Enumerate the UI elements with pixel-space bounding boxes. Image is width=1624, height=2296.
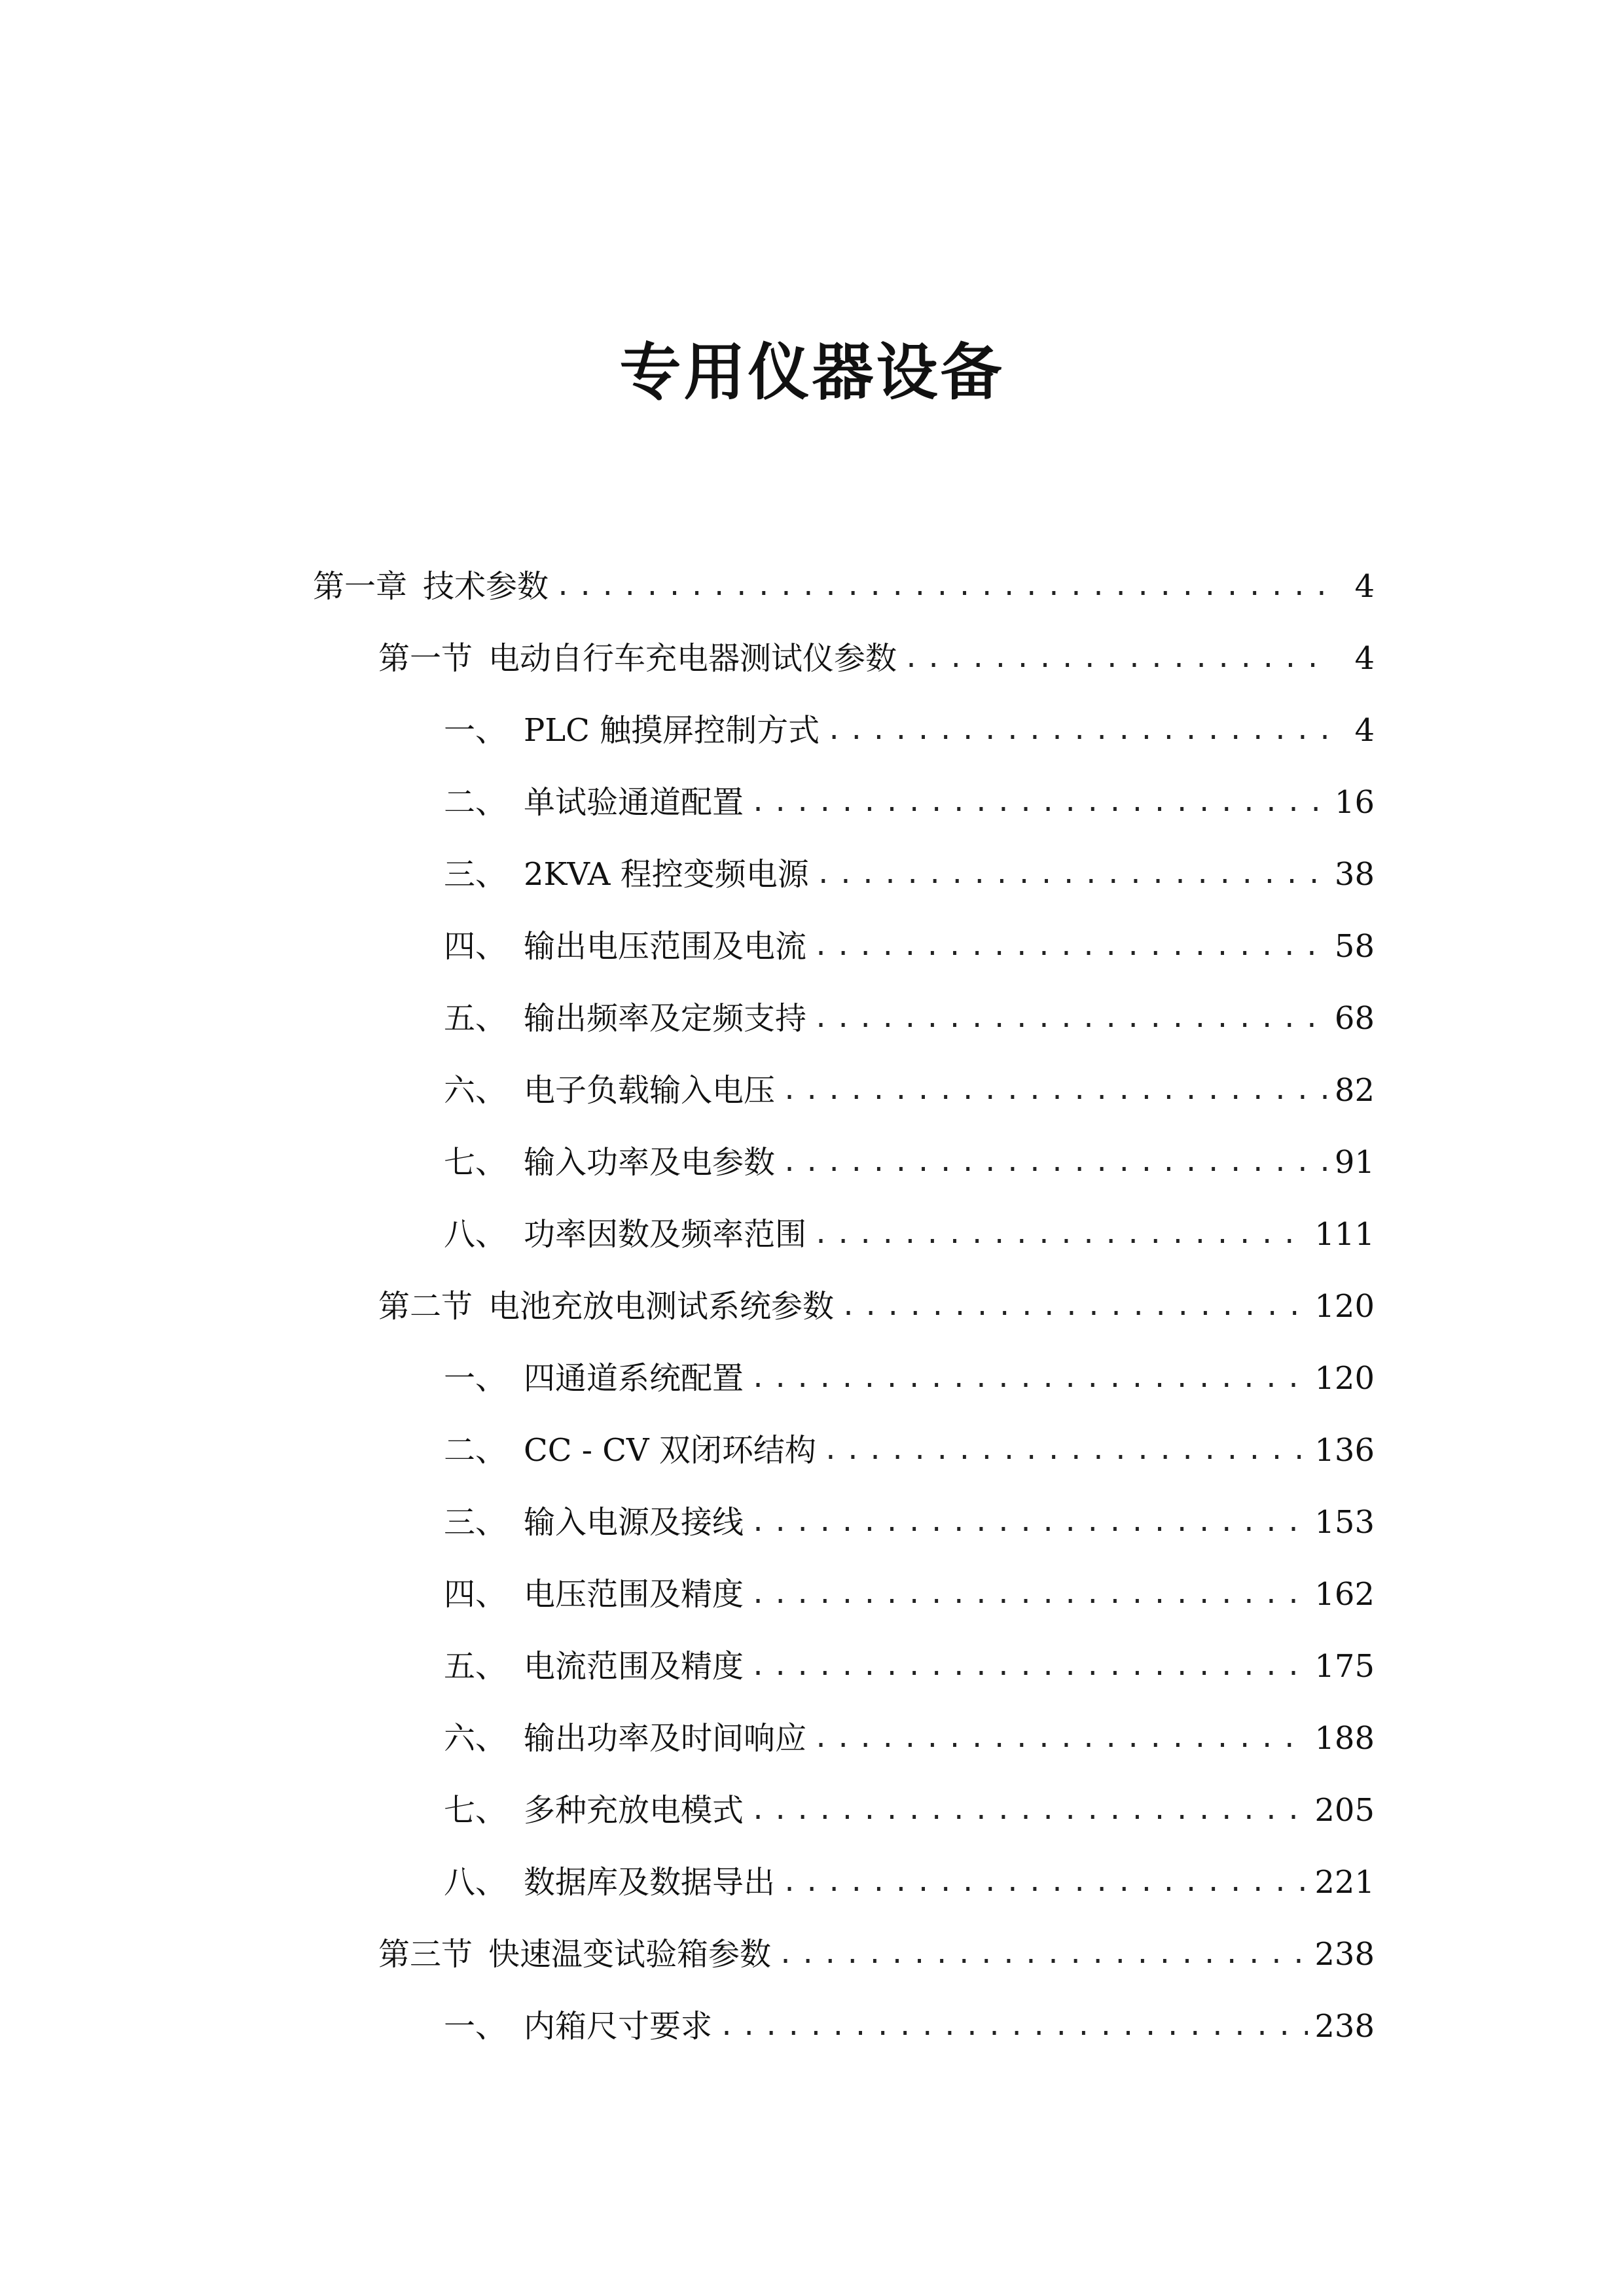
toc-entry-page: 58 [1334,928,1375,965]
toc-entry-number: 二、 [444,784,507,821]
toc-entry-number: 四、 [444,928,507,965]
toc-dot-leader [782,1061,1328,1120]
toc-entry-page: 111 [1314,1216,1375,1253]
toc-entry-number: 五、 [444,1000,507,1037]
toc-dot-leader [750,1349,1308,1408]
toc-dot-leader [555,557,1329,616]
toc-entry-item[interactable] [444,1853,1375,1912]
toc-entry-item[interactable] [444,1421,1375,1480]
toc-entry-title: 四通道系统配置 [524,1360,744,1397]
toc-dot-leader [813,1205,1308,1264]
toc-entry-item[interactable] [444,989,1375,1048]
toc-entry-number: 四、 [444,1576,507,1613]
toc-dot-leader [813,1709,1308,1768]
toc-entry-title: 电子负载输入电压 [524,1072,776,1109]
toc-entry-page: 91 [1334,1144,1375,1181]
toc-dot-leader [816,845,1328,904]
toc-entry-page: 120 [1314,1360,1375,1397]
toc-entry-page: 188 [1314,1720,1375,1757]
toc-entry-item[interactable] [444,1493,1375,1552]
toc-entry-page: 221 [1314,1864,1375,1901]
toc-entry-title: 电池充放电测试系统参数 [488,1288,835,1325]
toc-entry-title: 2KVA 程控变频电源 [524,856,809,893]
toc-entry-item[interactable] [444,845,1375,904]
toc-entry-title: 输入功率及电参数 [524,1144,776,1181]
toc-entry-title: 功率因数及频率范围 [524,1216,807,1253]
toc-entry-title: 电动自行车充电器测试仪参数 [488,640,897,677]
toc-entry-number: 第一章 [313,568,408,605]
toc-entry-page: 205 [1314,1792,1375,1829]
toc-dot-leader [750,773,1328,832]
toc-entry-item[interactable] [444,1637,1375,1696]
toc-entry-title: 数据库及数据导出 [524,1864,776,1901]
toc-entry-item[interactable] [444,1565,1375,1624]
toc-entry-title: 输入电源及接线 [524,1504,744,1541]
toc-dot-leader [750,1637,1308,1696]
toc-entry-number: 一、 [444,2008,507,2045]
toc-entry-title: 内箱尺寸要求 [524,2008,713,2045]
toc-entry-section-1[interactable] [378,629,1375,688]
toc-entry-item[interactable] [444,1205,1375,1264]
toc-entry-item[interactable] [444,1781,1375,1840]
toc-entry-number: 第三节 [378,1936,473,1973]
toc-entry-title: PLC 触摸屏控制方式 [524,712,820,749]
toc-entry-title: 电流范围及精度 [524,1648,744,1685]
toc-entry-title: CC - CV 双闭环结构 [524,1432,816,1469]
toc-dot-leader [778,1925,1308,1984]
toc-entry-number: 三、 [444,1504,507,1541]
toc-dot-leader [719,1997,1308,2056]
toc-entry-number: 六、 [444,1720,507,1757]
toc-entry-number: 八、 [444,1864,507,1901]
toc-entry-number: 一、 [444,1360,507,1397]
toc-entry-page: 4 [1354,712,1375,749]
toc-entry-page: 238 [1314,2008,1375,2045]
toc-entry-page: 4 [1354,640,1375,677]
toc-entry-number: 三、 [444,856,507,893]
toc-dot-leader [750,1781,1308,1840]
toc-entry-title: 单试验通道配置 [524,784,744,821]
toc-entry-page: 175 [1314,1648,1375,1685]
toc-entry-number: 一、 [444,712,507,749]
toc-entry-item[interactable] [444,773,1375,832]
toc-entry-section-2[interactable] [378,1277,1375,1336]
toc-entry-title: 输出频率及定频支持 [524,1000,807,1037]
toc-dot-leader [840,1277,1308,1336]
toc-entry-item[interactable] [444,1061,1375,1120]
toc-entry-number: 二、 [444,1432,507,1469]
toc-entry-page: 120 [1314,1288,1375,1325]
toc-dot-leader [826,701,1329,760]
toc-dot-leader [750,1565,1308,1624]
toc-dot-leader [823,1421,1308,1480]
toc-entry-number: 七、 [444,1144,507,1181]
toc-entry-number: 五、 [444,1648,507,1685]
toc-entry-title: 电压范围及精度 [524,1576,744,1613]
toc-entry-number: 八、 [444,1216,507,1253]
toc-entry-title: 输出功率及时间响应 [524,1720,807,1757]
toc-entry-item[interactable] [444,917,1375,976]
toc-entry-item[interactable] [444,1709,1375,1768]
page-title: 专用仪器设备 [619,337,1005,408]
toc-entry-item[interactable] [444,1997,1375,2056]
toc-entry-number: 第一节 [378,640,473,677]
toc-entry-page: 136 [1314,1432,1375,1469]
toc-entry-item[interactable] [444,701,1375,760]
toc-entry-chapter-1[interactable] [313,557,1375,616]
toc-entry-page: 82 [1334,1072,1375,1109]
toc-entry-number: 第二节 [378,1288,473,1325]
toc-entry-page: 4 [1354,568,1375,605]
toc-dot-leader [903,629,1329,688]
toc-dot-leader [782,1853,1308,1912]
toc-entry-title: 技术参数 [423,568,549,605]
toc-entry-page: 68 [1334,1000,1375,1037]
toc-dot-leader [813,917,1328,976]
toc-entry-item[interactable] [444,1349,1375,1408]
toc-entry-section-3[interactable] [378,1925,1375,1984]
toc-entry-page: 238 [1314,1936,1375,1973]
toc-entry-title: 快速温变试验箱参数 [488,1936,772,1973]
toc-dot-leader [813,989,1328,1048]
toc-entry-page: 38 [1334,856,1375,893]
toc-dot-leader [750,1493,1308,1552]
toc-entry-number: 六、 [444,1072,507,1109]
toc-dot-leader [782,1133,1328,1192]
toc-entry-number: 七、 [444,1792,507,1829]
toc-entry-title: 输出电压范围及电流 [524,928,807,965]
toc-entry-title: 多种充放电模式 [524,1792,744,1829]
toc-entry-page: 16 [1334,784,1375,821]
toc-entry-page: 153 [1314,1504,1375,1541]
toc-entry-page: 162 [1314,1576,1375,1613]
toc-entry-item[interactable] [444,1133,1375,1192]
